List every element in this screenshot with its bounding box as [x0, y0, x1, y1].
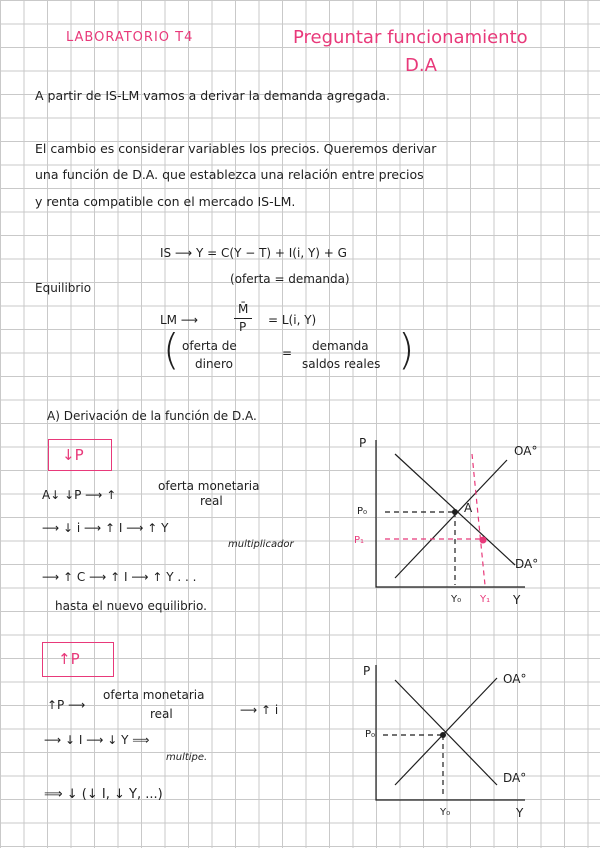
graph2-p0: P₀ [365, 729, 376, 740]
demanda-line-2: saldos reales [302, 357, 381, 371]
case2-real: real [150, 707, 173, 721]
case1-multiplicador: multiplicador [228, 539, 294, 550]
graph1-p0: P₀ [357, 506, 368, 517]
case1-line3: ⟶ ↑ C ⟶ ↑ I ⟶ ↑ Y . . . [42, 570, 197, 584]
case2-line2: ⟶ ↓ I ⟶ ↓ Y ⟹ [44, 733, 150, 747]
case1-line1: A↓ ↓P ⟶ ↑ [42, 488, 117, 502]
lm-denominator: P [239, 320, 247, 334]
graph1-oa-label: OA° [514, 444, 538, 458]
lm-lhs: LM ⟶ [160, 313, 199, 327]
case2-oferta: oferta monetaria [103, 688, 205, 702]
left-paren: ( [163, 325, 180, 374]
paragraph-line-2: una función de D.A. que establezca una relación entre precios [35, 167, 424, 182]
graph2-y0: Y₀ [440, 807, 451, 818]
oferta-line-2: dinero [195, 357, 233, 371]
graph2-da-label: DA° [503, 771, 527, 785]
graph1-a-label: A [464, 501, 473, 515]
lab-title: LABORATORIO T4 [66, 30, 194, 45]
graph2-y-axis: Y [516, 806, 524, 820]
note-line-2: D.A [405, 55, 437, 76]
note-line-1: Preguntar funcionamiento [293, 27, 528, 48]
case2-box-label: ↑P [58, 650, 80, 668]
paragraph-line-1: El cambio es considerar variables los precios. Queremos derivar [35, 141, 437, 156]
case1-real: real [200, 494, 223, 508]
right-paren: ) [398, 325, 415, 374]
intro-text: A partir de IS-LM vamos a derivar la demanda agregada. [35, 88, 390, 103]
oferta-line-1: oferta de [182, 339, 237, 353]
is-equation: IS ⟶ Y = C(Y − T) + I(i, Y) + G [160, 246, 347, 260]
graph1-p-axis: P [359, 436, 367, 450]
graph1-y1: Y₁ [480, 594, 491, 605]
section-a-heading: A) Derivación de la función de D.A. [47, 409, 257, 423]
equals-sign: = [282, 346, 293, 360]
lm-numerator: M̄ [238, 302, 249, 316]
lm-rhs: = L(i, Y) [268, 313, 317, 327]
graph1-p1: P₁ [354, 535, 365, 546]
paragraph-line-3: y renta compatible con el mercado IS-LM. [35, 194, 296, 209]
case1-line4: hasta el nuevo equilibrio. [55, 599, 207, 613]
graph2-point-eq [440, 732, 446, 738]
graph2-p-axis: P [363, 664, 371, 678]
case1-line2: ⟶ ↓ i ⟶ ↑ I ⟶ ↑ Y [42, 521, 169, 535]
case1-oferta: oferta monetaria [158, 479, 260, 493]
case2-line1: ↑P ⟶ [47, 698, 86, 712]
case2-line3: ⟹ ↓ (↓ I, ↓ Y, ...) [44, 787, 163, 802]
case2-interest: ⟶ ↑ i [240, 703, 279, 717]
is-note: (oferta = demanda) [230, 272, 350, 286]
graph1-da-label: DA° [515, 557, 539, 571]
graph1-y-axis: Y [513, 593, 521, 607]
equilibrio-label: Equilibrio [35, 281, 92, 295]
case1-box-label: ↓P [62, 446, 84, 464]
graph2-oa-label: OA° [503, 672, 527, 686]
case2-multiplicador: multipe. [166, 752, 208, 763]
graph1-y0: Y₀ [451, 594, 462, 605]
demanda-line-1: demanda [312, 339, 369, 353]
